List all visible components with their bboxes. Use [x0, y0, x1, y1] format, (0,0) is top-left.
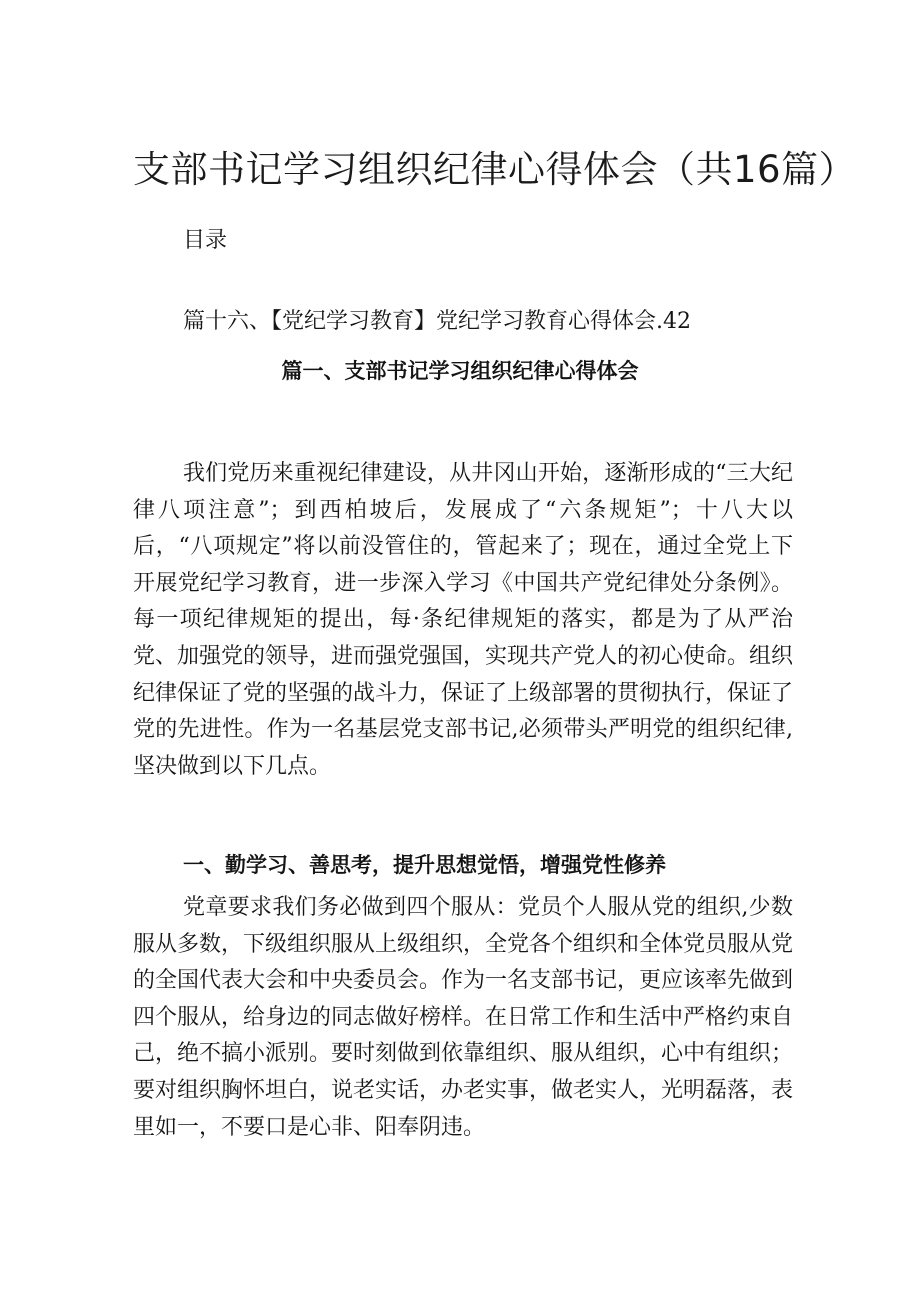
body-paragraph: 我们党历来重视纪律建设，从井冈山开始，逐渐形成的“三大纪律八项注意”；到西柏坡后，发展成了“六条规矩”；十八大以后，“八项规定”将以前没管住的，管起来了；现在，通过全党上下开展党纪学习教育，进一步深入学习《中国共产党纪律处分条例》。每一项纪律规矩的提出，每·条纪律规矩的落实，都是为了从严治党、加强党的领导，进而强党强国，实现共产党人的初心使命。组织纪律保证了党的坚强的战斗力，保证了上级部署的贯彻执行，保证了党的先进性。作为一名基层党支部书记,必须带头严明党的组织纪律,坚决做到以下几点。 — [133, 461, 794, 779]
toc-entry[interactable]: 篇十六、【党纪学习教育】党纪学习教育心得体会.42 — [183, 309, 691, 334]
document-title: 支部书记学习组织纪律心得体会（共16篇） — [133, 148, 857, 191]
toc-heading: 目录 — [183, 228, 228, 253]
body-paragraph: 党章要求我们务必做到四个服从：党员个人服从党的组织,少数服从多数，下级组织服从上级组织，全党各个组织和全体党员服从党的全国代表大会和中央委员会。作为一名支部书记，更应该率先做到四个服从，给身边的同志做好榜样。在日常工作和生活中严格约束自己，绝不搞小派别。要时刻做到依靠组织、服从组织，心中有组织；要对组织胸怀坦白，说老实话，办老实事，做老实人，光明磊落，表里如一，不要口是心非、阳奉阴违。 — [133, 895, 794, 1140]
section-heading: 一、勤学习、善思考，提升思想觉悟，增强党性修养 — [183, 853, 666, 877]
chapter-title: 篇一、支部书记学习组织纪律心得体会 — [281, 359, 639, 383]
